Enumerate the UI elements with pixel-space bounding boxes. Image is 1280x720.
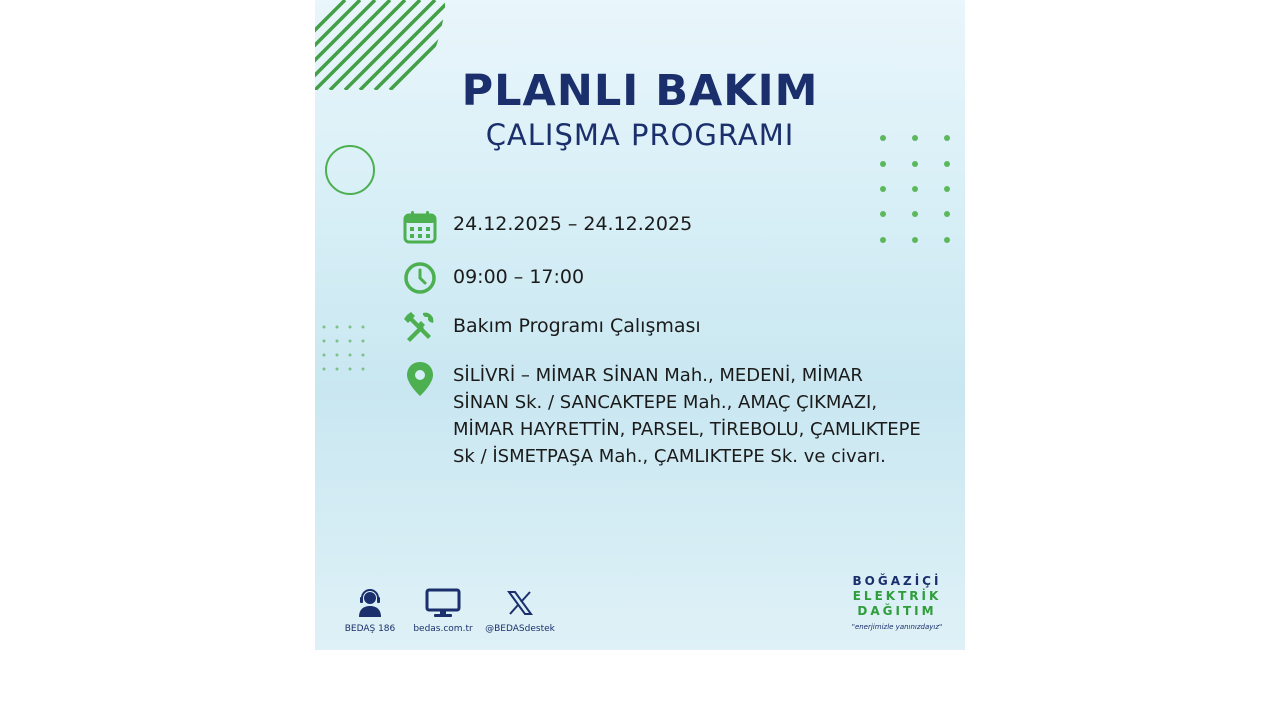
page-subtitle: ÇALIŞMA PROGRAMI (485, 118, 795, 152)
date-range: 24.12.2025 – 24.12.2025 (453, 213, 693, 235)
logo-tagline: "enerjimizle yanınızdayız" (851, 623, 943, 631)
location-line: SİLİVRİ – MİMAR SİNAN Mah., MEDENİ, MİMAR (453, 365, 863, 386)
decorative-dots-left (321, 324, 371, 376)
footer-social-label: @BEDASdestek (485, 624, 555, 634)
work-description: Bakım Programı Çalışması (453, 315, 701, 337)
logo-line-1: BOĞAZİÇİ (852, 574, 942, 588)
logo-line-3: DAĞITIM (857, 604, 937, 618)
decorative-circle (325, 145, 375, 195)
clock-icon (403, 261, 437, 295)
location-line: SİNAN Sk. / SANCAKTEPE Mah., AMAÇ ÇIKMAZI, (453, 392, 878, 413)
monitor-icon (425, 588, 461, 618)
page-title: PLANLI BAKIM (461, 66, 819, 116)
call-center-icon (355, 588, 385, 618)
location-pin-icon (403, 360, 437, 398)
footer-call-center-label: BEDAŞ 186 (344, 624, 396, 634)
location-text (453, 362, 953, 470)
calendar-icon (403, 210, 437, 244)
announcement-card (315, 0, 965, 650)
time-range: 09:00 – 17:00 (453, 266, 585, 288)
tools-icon (403, 309, 437, 343)
location-line: Sk / İSMETPAŞA Mah., ÇAMLIKTEPE Sk. ve civarı. (453, 446, 886, 467)
company-logo (842, 574, 952, 635)
x-logo-icon (506, 589, 534, 617)
logo-line-2: ELEKTRİK (852, 589, 942, 603)
footer-social (475, 586, 565, 634)
footer-website-label: bedas.com.tr (413, 624, 473, 634)
location-line: MİMAR HAYRETTİN, PARSEL, TİREBOLU, ÇAMLIKTEPE (453, 419, 921, 440)
